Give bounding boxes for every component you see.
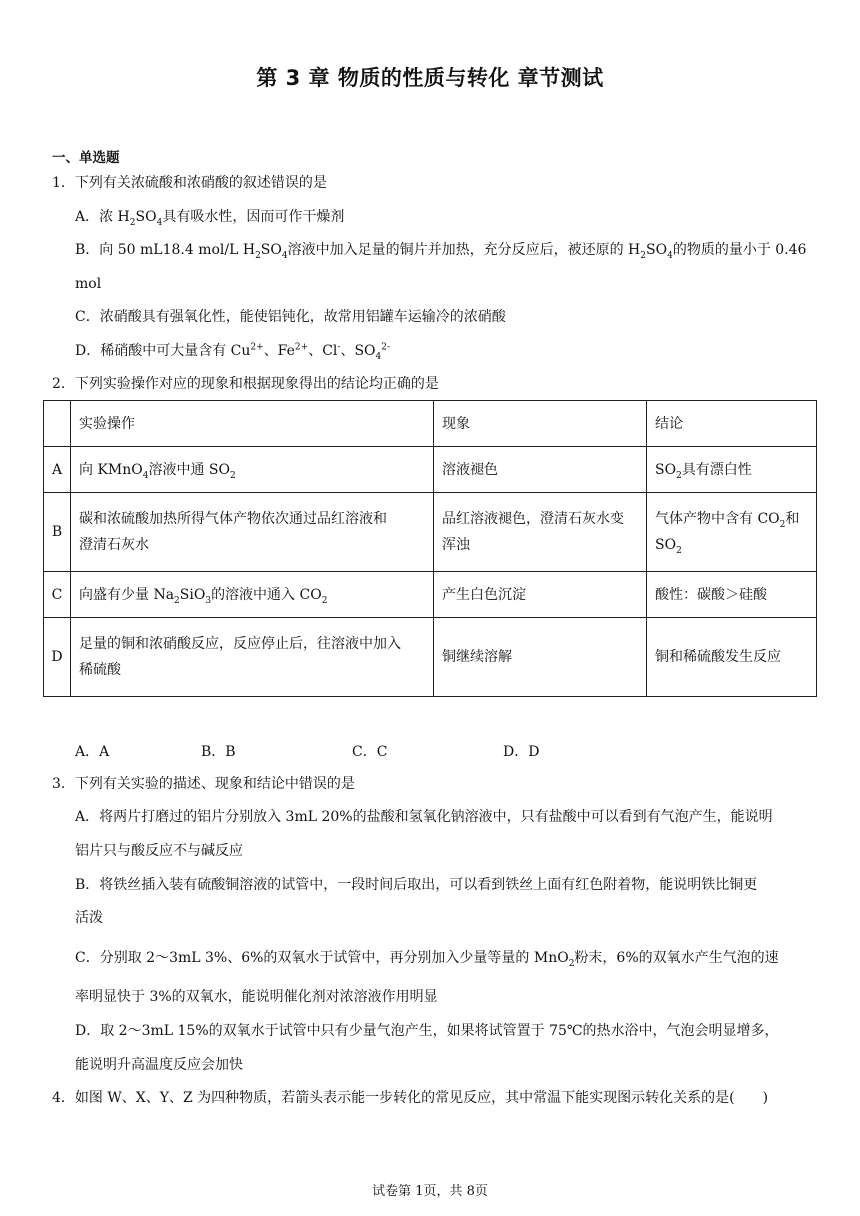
table-cell-operation: 向 KMnO$_4$溶液中通 $SO_2$ [71, 447, 434, 493]
row-label: D [44, 618, 71, 697]
table-cell-phenomenon: 铜继续溶解 [434, 618, 647, 697]
table-cell-operation: 碳和浓硫酸加热所得气体产物依次通过品红溶液和 澄清石灰水 [71, 493, 434, 572]
table-cell-phenomenon: 产生白色沉淀 [434, 572, 647, 618]
answer-option-b: B．B [201, 744, 236, 760]
question-3-option-d: D．取 2～3mL 15%的双氧水于试管中只有少量气泡产生，如果将试管置于 75℃的热水浴中，气泡会明显增多， [75, 1023, 779, 1039]
table-corner-cell [44, 401, 71, 447]
question-3-option-a: A．将两片打磨过的铝片分别放入 3mL 20%的盐酸和氢氧化钠溶液中，只有盐酸中可以看到有气泡产生，能说明 [75, 809, 773, 825]
table-cell-conclusion: 铜和稀硫酸发生反应 [647, 618, 817, 697]
row-label: B [44, 493, 71, 572]
question-4-stem: 4．如图 W、X、Y、Z 为四种物质，若箭头表示能一步转化的常见反应，其中常温下能实现图示转化关系的是( ) [52, 1090, 769, 1106]
question-3-option-c: C．分别取 2～3mL 3%、6%的双氧水于试管中，再分别加入少量等量的 MnO$_2$粉末，6%的双氧水产生气泡的速 [75, 950, 779, 969]
table-cell-phenomenon: 溶液褪色 [434, 447, 647, 493]
question-1-option-c: C．浓硝酸具有强氧化性，能使铝钝化，故常用铝罐车运输冷的浓硝酸 [75, 309, 506, 325]
table-row [44, 618, 817, 697]
table-cell-phenomenon: 品红溶液褪色，澄清石灰水变 浑浊 [434, 493, 647, 572]
row-label: C [44, 572, 71, 618]
question-3-option-d-cont: 能说明升高温度反应会加快 [75, 1057, 243, 1073]
question-1-option-d: D．稀硝酸中可大量含有 $Cu^{2+}$、$Fe^{2+}$、Cl-、$SO_4^{2-}$ [75, 342, 391, 362]
question-3-option-a-cont: 铝片只与酸反应不与碱反应 [75, 843, 243, 859]
question-2-table [43, 400, 817, 697]
section-heading: 一、单选题 [52, 150, 120, 166]
table-row [44, 493, 817, 572]
answer-option-a: A．A [75, 744, 110, 760]
table-cell-operation: 向盛有少量 $Na_2SiO_3$的溶液中通入 $CO_2$ [71, 572, 434, 618]
question-3-option-b-cont: 活泼 [75, 910, 103, 926]
answer-option-c: C．C [352, 744, 388, 760]
question-1-option-b: B．向 50 mL18.4 mol/L $H_2SO_4$溶液中加入足量的铜片并加热，充分反应后，被还原的 $H_2SO_4$的物质的量小于 0.46 [75, 242, 807, 261]
table-header-cell: 结论 [647, 401, 817, 447]
question-3-option-c-cont: 率明显快于 3%的双氧水，能说明催化剂对浓溶液作用明显 [75, 989, 438, 1005]
question-2-stem: 2．下列实验操作对应的现象和根据现象得出的结论均正确的是 [52, 376, 439, 392]
table-cell-conclusion: $SO_2$具有漂白性 [647, 447, 817, 493]
page-footer: 试卷第 1页，共 8页 [372, 1184, 488, 1199]
table-header-cell: 现象 [434, 401, 647, 447]
page-title: 第 3 章 物质的性质与转化 章节测试 [256, 66, 604, 90]
question-3-option-b: B．将铁丝插入装有硫酸铜溶液的试管中，一段时间后取出，可以看到铁丝上面有红色附着物，能说明铁比铜更 [75, 877, 758, 893]
table-header-row [44, 401, 817, 447]
row-label: A [44, 447, 71, 493]
table-cell-conclusion: 气体产物中含有 $CO_2$和 $SO_2$ [647, 493, 817, 572]
question-1-stem: 1．下列有关浓硫酸和浓硝酸的叙述错误的是 [52, 175, 327, 191]
table-row [44, 447, 817, 493]
question-3-stem: 3．下列有关实验的描述、现象和结论中错误的是 [52, 776, 355, 792]
question-1-option-a: A．浓 $H_2SO_4$具有吸水性，因而可作干燥剂 [75, 209, 345, 228]
table-row [44, 572, 817, 618]
question-1-option-b-cont: mol [75, 276, 102, 292]
answer-option-d: D．D [503, 744, 540, 760]
table-header-cell: 实验操作 [71, 401, 434, 447]
table-cell-operation: 足量的铜和浓硝酸反应，反应停止后，往溶液中加入 稀硫酸 [71, 618, 434, 697]
table-cell-conclusion: 酸性：碳酸＞硅酸 [647, 572, 817, 618]
